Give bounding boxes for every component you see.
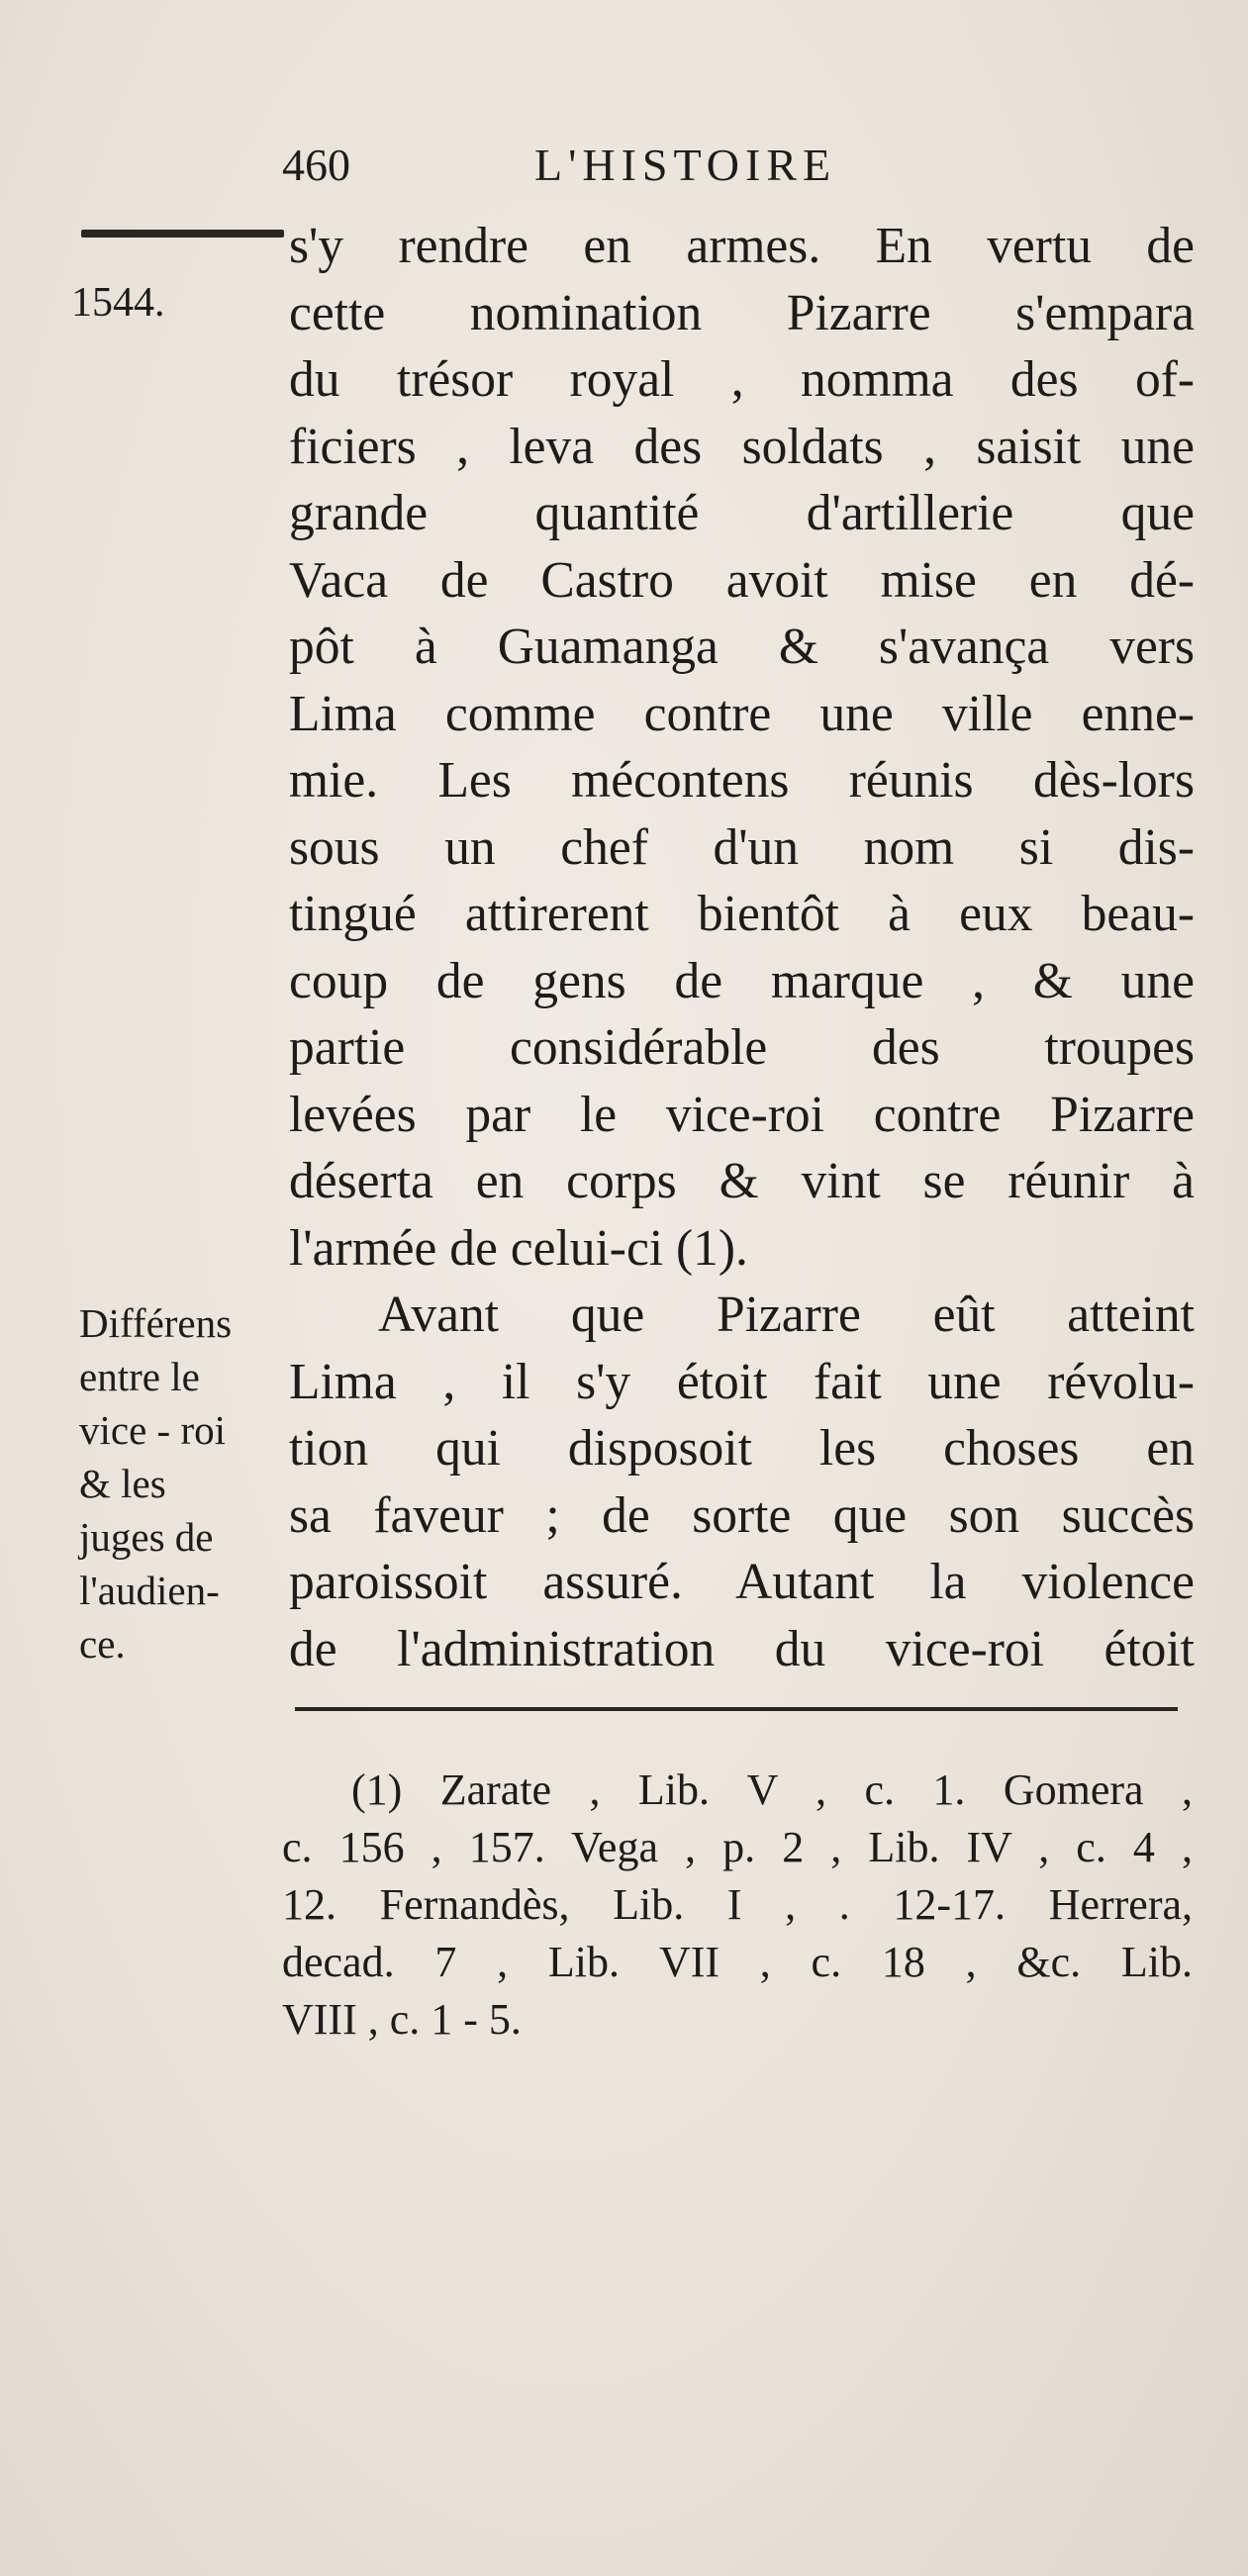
text-line: Lima comme contre une ville enne- bbox=[289, 685, 1195, 742]
text-line: du trésor royal , nomma des of- bbox=[289, 351, 1195, 408]
margin-note-line: entre le bbox=[79, 1354, 200, 1399]
text-line: Avant que Pizarre eût atteint bbox=[378, 1287, 1195, 1343]
margin-year: 1544. bbox=[71, 280, 165, 326]
footnote-line: decad. 7 , Lib. VII , c. 18 , &c. Lib. bbox=[282, 1938, 1193, 1986]
text-line: ficiers , leva des soldats , saisit une bbox=[289, 418, 1195, 475]
margin-note-line: vice - roi bbox=[79, 1407, 226, 1453]
text-line: l'armée de celui-ci (1). bbox=[289, 1219, 748, 1277]
text-line: sous un chef d'un nom si dis- bbox=[289, 818, 1195, 876]
footnote-line: 12. Fernandès, Lib. I , . 12-17. Herrera, bbox=[282, 1880, 1193, 1929]
margin-note-line: ce. bbox=[79, 1621, 126, 1667]
margin-note bbox=[79, 1296, 292, 1670]
text-line: grande quantité d'artillerie que bbox=[289, 485, 1195, 541]
margin-note-line: l'audien- bbox=[79, 1568, 220, 1613]
text-line: tion qui disposoit les choses en bbox=[289, 1420, 1195, 1477]
text-line: levées par le vice-roi contre Pizarre bbox=[289, 1086, 1195, 1143]
text-line: pôt à Guamanga & s'avança vers bbox=[289, 619, 1195, 675]
page-header bbox=[282, 139, 1173, 198]
main-text bbox=[289, 213, 1195, 1682]
text-line: déserta en corps & vint se réunir à bbox=[289, 1153, 1195, 1209]
margin-note-line: & les bbox=[79, 1461, 166, 1506]
text-line: Lima , il s'y étoit fait une révolu- bbox=[289, 1353, 1195, 1410]
text-line: Vaca de Castro avoit mise en dé- bbox=[289, 551, 1195, 609]
text-line: mie. Les mécontens réunis dès-lors bbox=[289, 752, 1195, 809]
margin-note-line: Différens bbox=[79, 1300, 233, 1346]
text-line: coup de gens de marque , & une bbox=[289, 952, 1195, 1009]
text-line: de l'administration du vice-roi étoit bbox=[289, 1620, 1195, 1677]
page-number: 460 bbox=[282, 140, 350, 190]
margin-rule bbox=[81, 230, 284, 238]
text-line: cette nomination Pizarre s'empara bbox=[289, 284, 1195, 341]
footnote-line: c. 156 , 157. Vega , p. 2 , Lib. IV , c. 4 , bbox=[282, 1823, 1193, 1871]
footnote-line: (1) Zarate , Lib. V , c. 1. Gomera , bbox=[351, 1765, 1193, 1814]
footnote-rule bbox=[295, 1707, 1178, 1711]
text-line: tingué attirerent bientôt à eux beau- bbox=[289, 886, 1195, 942]
running-head: L'HISTOIRE bbox=[534, 140, 837, 190]
text-line: paroissoit assuré. Autant la violence bbox=[289, 1554, 1195, 1610]
text-line: partie considérable des troupes bbox=[289, 1019, 1195, 1076]
text-line: sa faveur ; de sorte que son succès bbox=[289, 1486, 1195, 1544]
footnote bbox=[282, 1762, 1193, 2049]
footnote-line: VIII , c. 1 - 5. bbox=[282, 1995, 522, 2044]
text-line: s'y rendre en armes. En vertu de bbox=[289, 218, 1195, 274]
margin-note-line: juges de bbox=[79, 1514, 214, 1560]
